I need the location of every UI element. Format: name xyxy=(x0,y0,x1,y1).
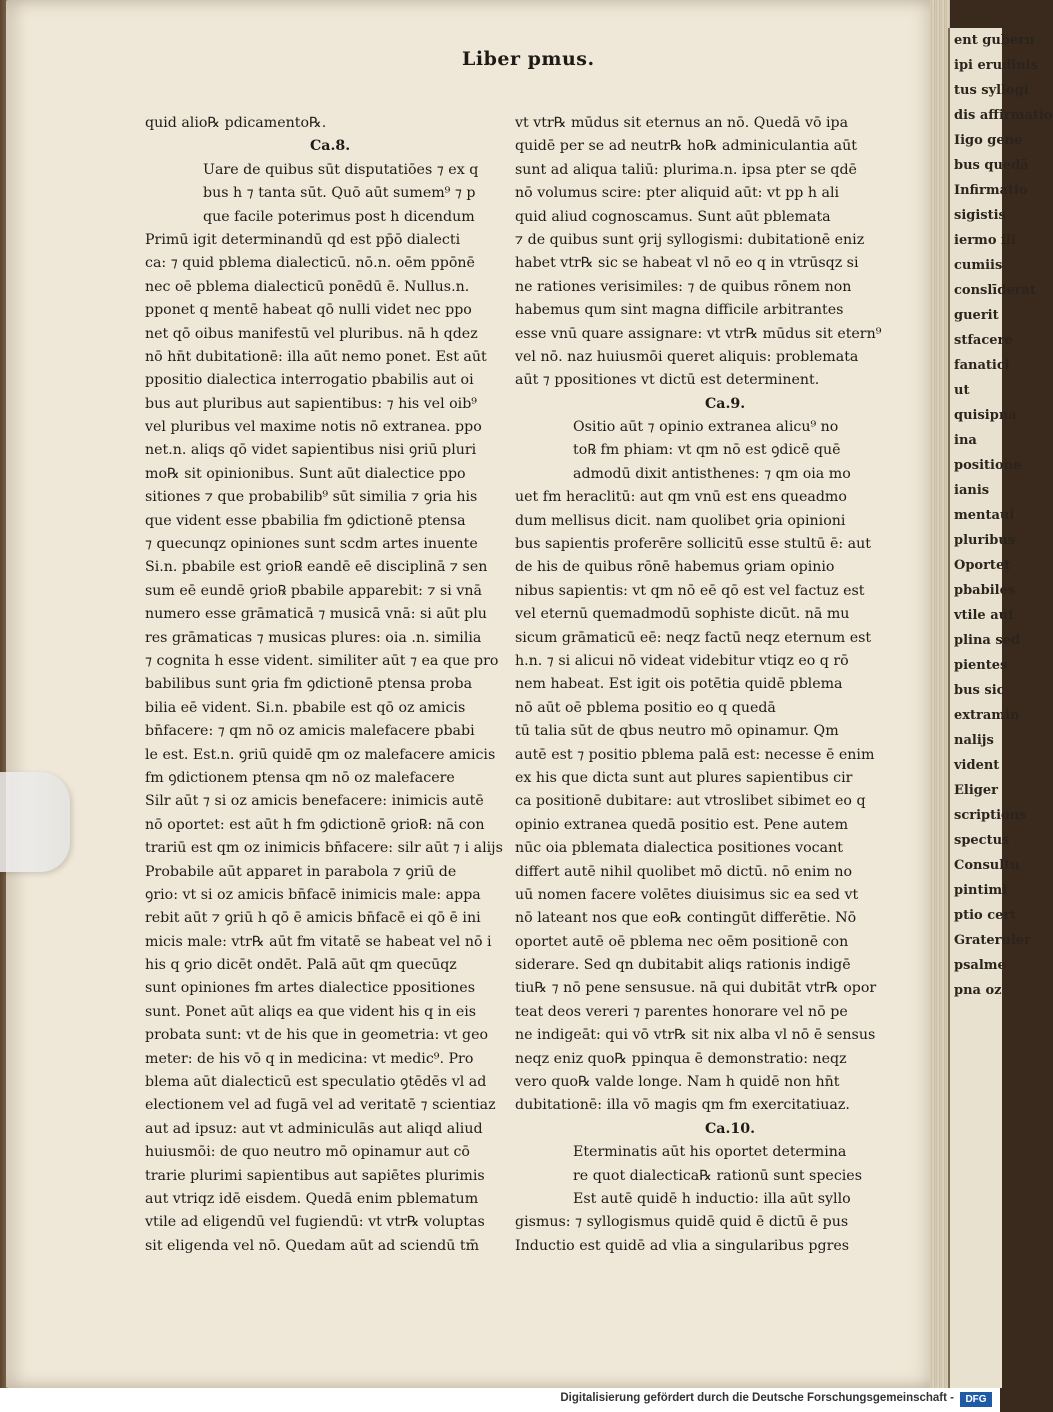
text-line: oportet autē oē pblema nec oēm positionē con xyxy=(515,933,849,950)
footer-credit: Digitalisierung gefördert durch die Deutsche Forschungsgemeinschaft - xyxy=(560,1392,954,1404)
text-line: tiu℞ ⁊ nō pene sensusue. nā qui dubitāt vtr℞ opor xyxy=(515,980,877,997)
text-line: blema aūt dialecticū est speculatio ꝯtēdēs vl ad xyxy=(145,1074,487,1091)
text-line: quid alio℞ pdicamento℞. xyxy=(145,115,327,131)
text-line: autē est ⁊ positio pblema palā est: necesse ē enim xyxy=(515,746,875,763)
chapter-heading: Ca.8. xyxy=(310,138,351,155)
text-line: ⁊ quecunqz opiniones sunt scdm artes inuente xyxy=(145,536,478,553)
facing-text-fragment: spectus xyxy=(954,833,1010,848)
text-line: nō volumus scire: pter aliquid aūt: vt pp h ali xyxy=(515,185,840,202)
facing-text-fragment: quisipna xyxy=(954,408,1017,423)
text-line: res grāmaticas ⁊ musicas plures: oia .n. similia xyxy=(145,629,482,646)
text-line: nō aūt oē pblema positio eo q quedā xyxy=(515,699,776,716)
text-line: bus aut pluribus aut sapientibus: ⁊ his vel oib⁹ xyxy=(145,395,477,412)
text-line: sum eē eundē ꝯrio℞ pbabile apparebit: ⁊ si vnā xyxy=(145,582,482,599)
facing-text-fragment: pluribus xyxy=(954,533,1016,548)
facing-text-fragment: ptio cert xyxy=(954,908,1017,923)
text-line: aut ad ipsuz: aut vt adminiculās aut aliqd aliud xyxy=(145,1120,483,1137)
text-line: trariū est qm oz inimicis bn̄facere: silr aūt ⁊ i alijs xyxy=(145,840,503,857)
text-line: numero esse grāmaticā ⁊ musicā vnā: si aūt plu xyxy=(145,606,487,623)
text-line: vero quo℞ valde longe. Nam h quidē non hn̄t xyxy=(515,1074,840,1091)
text-line: fm ꝯdictionem ptensa qm nō oz malefacere xyxy=(145,769,455,786)
text-line: sunt ad aliqua taliū: plurima.n. ipsa pter se qdē xyxy=(515,161,857,178)
text-line: rebit aūt ⁊ ꝯriū h qō ē amicis bn̄facē ei qō ē ini xyxy=(145,910,481,927)
facing-text-fragment: ina xyxy=(954,433,977,448)
text-line: probata sunt: vt de his que in geometria: vt geo xyxy=(145,1027,489,1044)
facing-text-fragment: guerit xyxy=(954,308,999,323)
text-line: aūt ⁊ ppositiones vt dictū est determinent. xyxy=(515,372,820,389)
text-line: admodū dixit antisthenes: ⁊ qm oia mo xyxy=(573,465,851,482)
facing-text-fragment: vident xyxy=(954,758,1000,773)
text-line: nō oportet: est aūt h fm ꝯdictionē ꝯrio℞: nā con xyxy=(145,816,485,833)
text-line: Ositio aūt ⁊ opinio extranea alicu⁹ no xyxy=(573,419,839,436)
facing-text-fragment: plina sed xyxy=(954,633,1021,648)
text-line: ne rationes verisimiles: ⁊ de quibus rōnem non xyxy=(515,278,852,295)
text-line: gismus: ⁊ syllogismus quidē quid ē dictū ē pus xyxy=(515,1214,849,1231)
text-line: Primū igit determinandū qd est pp̄ō dialecti xyxy=(145,231,461,248)
text-line: ⁊ de quibus sunt ꝯrij syllogismi: dubitationē eniz xyxy=(515,231,865,248)
facing-text-fragment: Oportet xyxy=(954,558,1011,573)
text-line: de his de quibus rōnē habemus ꝯriam opinio xyxy=(515,559,835,576)
facing-text-fragment: bus sic xyxy=(954,683,1005,698)
text-line: esse vnū quare assignare: vt vtr℞ mūdus sit etern⁹ xyxy=(515,325,882,342)
text-line: trarie plurimi sapientibus aut sapiētes plurimis xyxy=(145,1167,485,1184)
text-line: pponet q mentē habeat qō nulli videt nec ppo xyxy=(145,302,472,319)
text-line: electionem vel ad fugā vel ad veritatē ⁊ scientiaz xyxy=(145,1097,496,1114)
text-line: habemus qum sint magna difficile arbitrantes xyxy=(515,302,844,319)
text-line: uet fm heraclitū: aut qm vnū est ens queadmo xyxy=(515,489,847,506)
text-line: Probabile aūt apparet in parabola ⁊ ꝯriū de xyxy=(145,863,457,880)
text-line: ꝯrio: vt si oz amicis bn̄facē inimicis male: appa xyxy=(145,886,481,903)
digitization-footer xyxy=(0,1388,1000,1412)
text-line: nem habeat. Est igit ois potētia quidē pblema xyxy=(515,676,843,693)
text-line: opinio extranea quedā positio est. Pene autem xyxy=(515,816,849,833)
facing-text-fragment: sigistis xyxy=(954,208,1006,223)
facing-text-fragment: tus syllogi xyxy=(954,83,1029,98)
text-line: bn̄facere: ⁊ qm nō oz amicis malefacere pbabi xyxy=(145,723,475,740)
facing-text-fragment: Consultu xyxy=(954,858,1020,873)
text-line: huiusmōi: de quo neutro mō opinamur aut cō xyxy=(145,1144,470,1161)
text-line: babilibus sunt ꝯria fm ꝯdictionē ptensa proba xyxy=(145,676,473,693)
text-line: siderare. Sed qn dubitabit aliqs rationis indigē xyxy=(515,957,851,974)
dfg-logo: DFG xyxy=(960,1392,992,1407)
text-line: net.n. aliqs qō videt sapientibus nisi ꝯriū pluri xyxy=(145,442,477,459)
facing-text-fragment: cumiis xyxy=(954,258,1003,273)
text-line: habet vtr℞ sic se habeat vl nō eo q in vtrūsqz si xyxy=(515,255,859,272)
text-line: vel nō. naz huiusmōi queret aliquis: problemata xyxy=(515,348,859,365)
right-text-column xyxy=(515,112,882,1258)
text-line: nibus sapientis: vt qm nō eē qō est vel factuz est xyxy=(515,582,865,599)
page-stack-edge xyxy=(930,0,950,1388)
facing-text-fragment: Infirmatio xyxy=(954,183,1028,198)
text-line: Si.n. pbabile est ꝯrio℞ eandē eē disciplinā ⁊ sen xyxy=(145,559,488,576)
facing-text-fragment: bus quedā xyxy=(954,158,1029,173)
text-line: nūc oia pblemata dialectica positiones vocant xyxy=(515,840,843,857)
text-line: to℞ fm phiam: vt qm nō est ꝯdicē quē xyxy=(573,442,841,459)
text-line: aut vtriqz idē eisdem. Quedā enim pblematum xyxy=(145,1190,479,1207)
text-line: ca positionē dubitare: aut vtroslibet sibimet eo q xyxy=(515,793,866,810)
facing-text-fragment: ianis xyxy=(954,483,990,498)
facing-text-fragment: pientes xyxy=(954,658,1008,673)
text-line: nec oē pblema dialecticū ponēdū ē. Nullus.n. xyxy=(145,278,470,295)
facing-text-fragment: fanatici xyxy=(954,358,1010,373)
facing-text-fragment: Eliger xyxy=(954,783,998,798)
text-line: bus h ⁊ tanta sūt. Quō aūt sumem⁹ ⁊ p xyxy=(203,185,476,202)
text-line: re quot dialectica℞ rationū sunt species xyxy=(573,1167,862,1184)
text-line: bus sapientis proferēre sollicitū esse stultū ē: aut xyxy=(515,536,871,553)
facing-text-fragment: ipi erudinis xyxy=(954,58,1038,73)
text-line: h.n. ⁊ si alicui nō videat videbitur vtiqz eo q rō xyxy=(515,652,849,669)
text-line: quid aliud cognoscamus. Sunt aūt pblemata xyxy=(515,208,831,225)
facing-text-fragment: ent gubern xyxy=(954,33,1035,48)
text-line: que facile poterimus post h dicendum xyxy=(203,208,475,225)
text-line: bilia eē vident. Si.n. pbabile est qō oz amicis xyxy=(145,699,466,716)
text-line: vel pluribus vel maxime notis nō extranea. ppo xyxy=(145,419,482,436)
text-line: sunt. Ponet aūt aliqs ea que vident his q in eis xyxy=(145,1003,477,1020)
text-line: Uare de quibus sūt disputatiōes ⁊ ex q xyxy=(203,161,479,178)
text-line: Inductio est quidē ad vlia a singularibus pgres xyxy=(515,1237,850,1254)
chapter-heading: Ca.9. xyxy=(705,395,746,412)
facing-text-fragment: extramin xyxy=(954,708,1020,723)
facing-text-fragment: stfacere xyxy=(954,333,1013,348)
text-line: teat deos vereri ⁊ parentes honorare vel nō pe xyxy=(515,1003,848,1020)
facing-text-fragment: positione xyxy=(954,458,1022,473)
facing-text-fragment: conslīderat xyxy=(954,283,1036,298)
text-line: sunt opiniones fm artes dialectice ppositiones xyxy=(145,980,475,997)
chapter-heading: Ca.10. xyxy=(705,1120,756,1137)
text-line: meter: de his vō q in medicina: vt medic⁹. Pro xyxy=(145,1050,474,1067)
facing-text-fragment: dis affirmatio xyxy=(954,108,1053,123)
left-text-column xyxy=(145,112,503,1258)
text-line: neqz eniz quo℞ ppinqua ē demonstratio: neqz xyxy=(515,1050,847,1067)
text-line: tū talia sūt de qbus neutro mō opinamur. Qm xyxy=(515,723,839,740)
facing-text-fragment: Grateruler xyxy=(954,933,1032,948)
text-line: Silr aūt ⁊ si oz amicis benefacere: inimicis autē xyxy=(145,793,484,810)
facing-text-fragment: Iigo gene xyxy=(954,133,1023,148)
text-line: vtile ad eligendū vel fugiendū: vt vtr℞ voluptas xyxy=(145,1214,485,1231)
text-line: que vident esse pbabilia fm ꝯdictionē ptensa xyxy=(145,512,466,529)
text-line: micis male: vtr℞ aūt fm vitatē se habeat vel nō i xyxy=(145,933,492,950)
facing-text-fragment: pbabiles xyxy=(954,583,1016,598)
facing-text-fragment: mentaui xyxy=(954,508,1015,523)
facing-text-fragment: pintimi xyxy=(954,883,1008,898)
text-line: le est. Est.n. ꝯriū quidē qm oz malefacere amicis xyxy=(145,746,496,763)
text-line: dubitationē: illa vō magis qm fm exercitatiuaz. xyxy=(515,1097,850,1114)
facing-page-fragment xyxy=(948,28,1053,1388)
text-line: differt autē nihil quolibet mō dictū. nō enim no xyxy=(515,863,853,880)
text-line: sitiones ⁊ que probabilib⁹ sūt similia ⁊ ꝯria his xyxy=(145,489,478,506)
text-line: net qō oibus manifestū vel pluribus. nā h qdez xyxy=(145,325,478,342)
facing-text-fragment: vtile aut xyxy=(954,608,1015,623)
text-line: vel eternū quemadmodū sophiste dicūt. nā mu xyxy=(515,606,850,623)
text-line: uū nomen facere volētes diuisimus sic ea sed vt xyxy=(515,886,859,903)
text-line: Est autē quidē h inductio: illa aūt syllo xyxy=(573,1190,851,1207)
running-head: Liber pmus. xyxy=(462,48,595,70)
text-line: sit eligenda vel nō. Quedam aūt ad sciendū tm̄ xyxy=(145,1237,480,1254)
text-line: sicum grāmaticū eē: neqz factū neqz eternum est xyxy=(515,629,872,646)
page-clip xyxy=(0,772,70,872)
facing-text-fragment: pna oz xyxy=(954,983,1002,998)
text-line: his q ꝯrio dicēt ondēt. Palā aūt qm quecūqz xyxy=(145,957,457,974)
facing-text-fragment: psalme xyxy=(954,958,1006,973)
text-line: ppositio dialectica interrogatio pbabilis aut oi xyxy=(145,372,474,389)
text-line: nō hn̄t dubitationē: illa aūt nemo ponet. Est aūt xyxy=(145,348,487,365)
text-line: Eterminatis aūt his oportet determina xyxy=(573,1144,847,1161)
facing-text-fragment: scriptions xyxy=(954,808,1027,823)
text-line: ex his que dicta sunt aut plures sapientibus cir xyxy=(515,769,853,786)
text-line: vt vtr℞ mūdus sit eternus an nō. Quedā vō ipa xyxy=(515,115,849,131)
facing-text-fragment: ut xyxy=(954,383,970,398)
text-line: ne indigeāt: qui vō vtr℞ sit nix alba vl nō ē sensus xyxy=(515,1027,876,1044)
text-line: mo℞ sit opinionibus. Sunt aūt dialectice ppo xyxy=(145,465,466,482)
text-line: nō lateant nos que eo℞ contingūt differētie. Nō xyxy=(515,910,857,927)
text-line: ⁊ cognita h esse vident. similiter aūt ⁊ ea que pro xyxy=(145,652,499,669)
text-line: dum mellisus dicit. nam quolibet ꝯria opinioni xyxy=(515,512,846,529)
text-line: quidē per se ad neutr℞ ho℞ adminiculantia aūt xyxy=(515,138,857,155)
facing-text-fragment: nalijs xyxy=(954,733,994,748)
facing-text-fragment: iermo ili xyxy=(954,233,1016,248)
text-line: ca: ⁊ quid pblema dialecticū. nō.n. oēm ppōnē xyxy=(145,255,475,272)
